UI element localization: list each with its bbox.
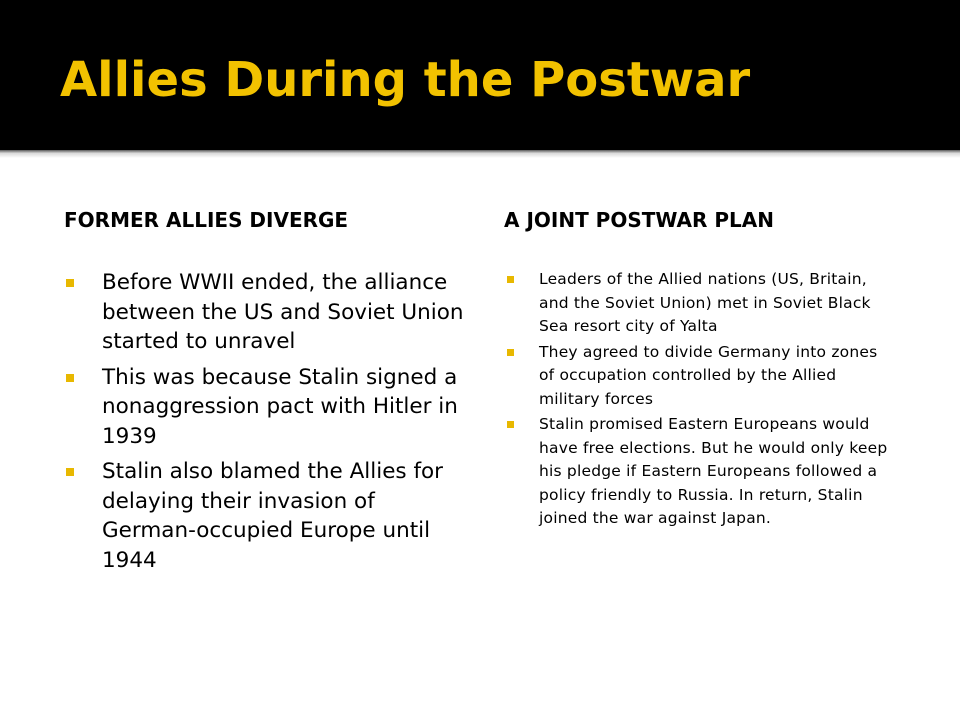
square-bullet-icon: [66, 374, 74, 382]
square-bullet-icon: [507, 421, 514, 428]
list-item: [507, 268, 897, 339]
title-bar: [0, 0, 960, 150]
bullet-text: Before WWII ended, the alliance between the US and Soviet Union started to unravel: [102, 270, 464, 354]
slide-title: Allies During the Postwar: [60, 52, 751, 108]
list-item: [507, 413, 897, 531]
bullet-text: This was because Stalin signed a nonaggression pact with Hitler in 1939: [102, 364, 458, 449]
bullet-text: Leaders of the Allied nations (US, Britain, and the Soviet Union) met in Soviet Black Sea resort city of Yalta: [539, 270, 871, 335]
square-bullet-icon: [66, 468, 74, 476]
bullet-text: They agreed to divide Germany into zones of occupation controlled by the Allied military forces: [539, 342, 878, 408]
square-bullet-icon: [507, 349, 514, 356]
right-bullet-list: [507, 268, 897, 533]
list-item: [64, 457, 474, 575]
left-column-heading: FORMER ALLIES DIVERGE: [64, 208, 349, 232]
list-item: [64, 268, 474, 357]
right-column-heading: A JOINT POSTWAR PLAN: [504, 208, 774, 232]
bullet-text: Stalin promised Eastern Europeans would have free elections. But he would only keep his pledge if Eastern Europeans followed a policy friendly to Russia. In return, Stalin joined the war against Japan.: [539, 415, 888, 527]
bullet-text: Stalin also blamed the Allies for delaying their invasion of German-occupied Europe until 1944: [102, 459, 444, 573]
square-bullet-icon: [507, 276, 514, 283]
title-divider: [0, 150, 960, 158]
slide-content: [0, 158, 960, 720]
left-bullet-list: [64, 268, 474, 581]
list-item: [507, 341, 897, 412]
list-item: [64, 363, 474, 452]
square-bullet-icon: [66, 279, 74, 287]
